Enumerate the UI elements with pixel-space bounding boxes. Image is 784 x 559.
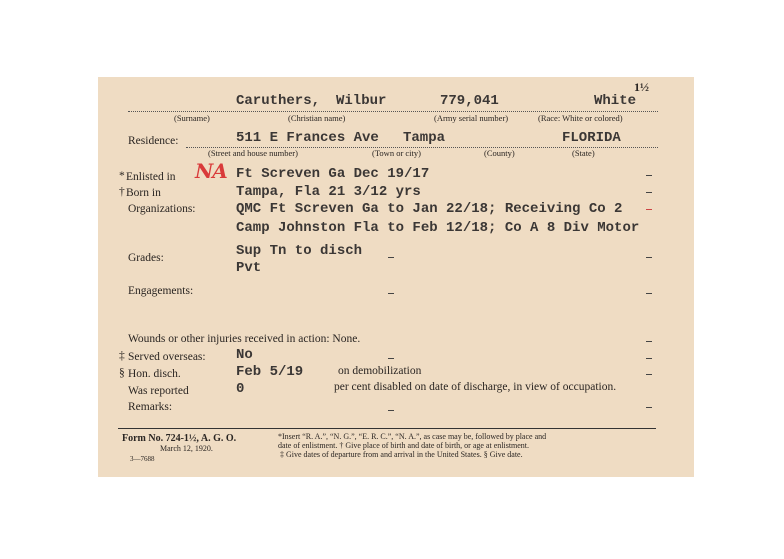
was-reported-label: Was reported (128, 385, 189, 397)
form-number: Form No. 724-1½, A. G. O. (122, 433, 237, 444)
corner-mark: 1½ (634, 80, 649, 94)
served-marker: ‡ (119, 350, 125, 362)
grades-dash-mid (388, 257, 394, 258)
street-caption: (Street and house number) (208, 148, 298, 158)
surname-caption: (Surname) (174, 113, 210, 123)
header-rule (128, 111, 658, 112)
hon-disch-dash (646, 374, 652, 375)
serial-number-value: 779,041 (440, 93, 499, 109)
born-label: Born in (126, 187, 161, 199)
residence-street-value: 511 E Frances Ave (236, 130, 379, 146)
served-overseas-label: Served overseas: (128, 351, 206, 363)
form-date: March 12, 1920. (160, 444, 213, 453)
residence-label: Residence: (128, 135, 179, 147)
footnote-line-1: *Insert “R. A.”, “N. G.”, “E. R. C.”, “N. A.”, as case may be, followed by place and (278, 432, 547, 441)
remarks-dash-right (646, 407, 652, 408)
enlisted-value: Ft Screven Ga Dec 19/17 (236, 166, 430, 182)
engagements-dash-mid (388, 293, 394, 294)
enlisted-label: Enlisted in (126, 171, 176, 183)
wounds-dash (646, 341, 652, 342)
race-value: White (594, 93, 637, 109)
served-dash-right (646, 358, 652, 359)
race-caption: (Race: White or colored) (538, 113, 623, 123)
organizations-label: Organizations: (128, 203, 196, 215)
was-reported-value: 0 (236, 381, 245, 397)
remarks-label: Remarks: (128, 401, 173, 413)
handwritten-na-mark: NA (195, 159, 227, 183)
born-value: Tampa, Fla 21 3/12 yrs (236, 184, 421, 200)
county-caption: (County) (484, 148, 515, 158)
was-reported-suffix: per cent disabled on date of discharge, in view of occupation. (334, 381, 617, 393)
born-dash (646, 192, 652, 193)
footer-rule (118, 428, 656, 429)
footnote-line-3: ‡ Give dates of departure from and arrival in the United States. § Give date. (280, 450, 523, 459)
grades-line-2: Pvt (236, 260, 262, 276)
remarks-dash-mid (388, 410, 394, 411)
town-caption: (Town or city) (372, 148, 421, 158)
grades-line-1: Sup Tn to disch (236, 243, 363, 259)
christian-name-caption: (Christian name) (288, 113, 346, 123)
served-overseas-value: No (236, 347, 253, 363)
grades-dash-right (646, 257, 652, 258)
residence-town-value: Tampa (403, 130, 446, 146)
surname-value: Caruthers, (236, 93, 321, 109)
wounds-text: Wounds or other injuries received in action: None. (128, 333, 361, 345)
engagements-dash-right (646, 293, 652, 294)
footnote-line-2: date of enlistment. † Give place of birth and date of birth, or age at enlistment. (278, 441, 530, 450)
form-code: 3—7688 (130, 455, 155, 463)
given-name-value: Wilbur (336, 93, 387, 109)
organizations-line-2: Camp Johnston Fla to Feb 12/18; Co A 8 Div Motor (236, 220, 640, 236)
enlisted-marker: * (119, 170, 125, 182)
hon-disch-label: Hon. disch. (128, 368, 181, 380)
organizations-line-1: QMC Ft Screven Ga to Jan 22/18; Receiving Co 2 (236, 201, 623, 217)
hon-disch-value: Feb 5/19 (236, 364, 304, 380)
grades-label: Grades: (128, 252, 164, 264)
hon-disch-marker: § (119, 367, 125, 379)
hon-disch-suffix: on demobilization (338, 365, 422, 377)
enlisted-dash (646, 175, 652, 176)
state-caption: (State) (572, 148, 595, 158)
service-record-card (98, 77, 694, 477)
born-marker: † (119, 186, 125, 198)
residence-state-value: FLORIDA (562, 130, 621, 146)
serial-caption: (Army serial number) (434, 113, 509, 123)
engagements-label: Engagements: (128, 285, 194, 297)
organizations-dash (646, 209, 652, 210)
served-dash-mid (388, 358, 394, 359)
